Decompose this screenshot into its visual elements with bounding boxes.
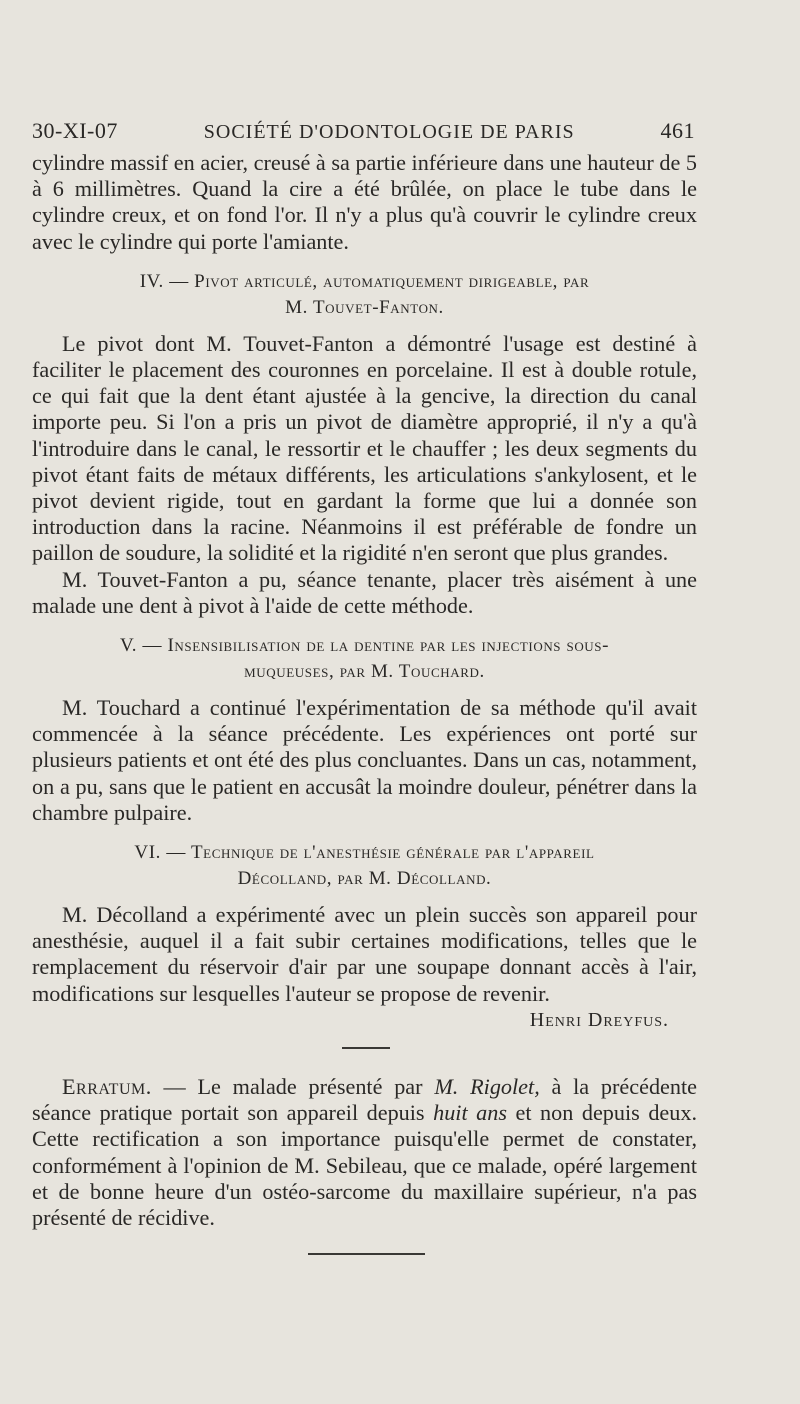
section-v-heading-line2: muqueuses, par M. Touchard. [244, 661, 485, 683]
page-header [32, 118, 695, 144]
section-divider [342, 1047, 390, 1049]
erratum-text-1: — Le malade présenté par [151, 1074, 435, 1099]
section-v-paragraph: M. Touchard a continué l'expérimentation de sa méthode qu'il avait commencée à la séance précédente. Les expériences ont porté sur plusieurs patients et ont été des plus concluantes. Dans un cas, notamment, on a pu, sans que le patient en accusât la moindre douleur, pénétrer dans la chambre pulpaire. [32, 695, 697, 825]
section-vi-heading-line1: VI. — Technique de l'anesthésie générale par l'appareil [134, 842, 595, 864]
erratum-label: Erratum. [62, 1074, 152, 1099]
end-rule [308, 1253, 425, 1255]
section-vi-paragraph: M. Décolland a expérimenté avec un plein succès son appareil pour anesthésie, auquel il a fait subir certaines modifications, telles que le remplacement du réservoir d'air par une soupape donnant accès à l'air, modifications sur lesquelles l'auteur se propose de revenir. [32, 902, 697, 1006]
running-title: SOCIÉTÉ D'ODONTOLOGIE DE PARIS [203, 121, 575, 143]
erratum-paragraph [32, 1074, 697, 1231]
erratum-text-3: et non depuis deux. Cette rectification a son importance puisqu'elle permet de constater, conformément à l'opinion de M. Sebileau, que ce malade, opéré largement et de bonne heure d'un ostéo-sarcome du maxillaire supérieur, n'a pas présenté de récidive. [32, 1100, 697, 1231]
erratum-text-2: à la précédente séance pratique portait son appareil depuis [32, 1074, 697, 1126]
section-v-heading-line1: V. — Insensibilisation de la dentine par les injections sous- [119, 635, 610, 657]
section-iv-paragraph-2: M. Touvet-Fanton a pu, séance tenante, placer très aisément à une malade une dent à pivot à l'aide de cette méthode. [32, 566, 697, 618]
body-text [32, 150, 697, 1033]
erratum-name: M. Rigolet, [434, 1074, 540, 1099]
section-iv-heading-line1: IV. — Pivot articulé, automatiquement dirigeable, par [139, 270, 590, 292]
header-date: 30-XI-07 [32, 118, 118, 143]
erratum-duration: huit ans [433, 1100, 507, 1126]
section-vi-heading-line2: Décolland, par M. Décolland. [237, 868, 492, 890]
author-signature: Henri Dreyfus. [529, 1008, 669, 1031]
page-number: 461 [660, 118, 695, 143]
erratum-block [32, 1074, 697, 1231]
section-iv-paragraph-1: Le pivot dont M. Touvet-Fanton a démontré l'usage est destiné à faciliter le placement des couronnes en porcelaine. Il est à double rotule, ce qui fait que la dent étant ajustée à la gencive, la direction du canal importe peu. Si l'on a pris un pivot de diamètre approprié, il n'y a qu'à l'introduire dans le canal, le ressortir et le chauffer ; les deux segments du pivot étant faits de métaux différents, les articulations s'ankylosent, et le pivot devient rigide, tout en gardant la forme que lui a donnée son introduction dans la racine. Néanmoins il est préférable de fondre un paillon de soudure, la solidité et la rigidité n'en seront que plus grandes. [32, 330, 697, 566]
section-iv-heading-line2: M. Touvet-Fanton. [285, 296, 444, 318]
intro-paragraph: cylindre massif en acier, creusé à sa partie inférieure dans une hauteur de 5 à 6 millimètres. Quand la cire a été brûlée, on place le tube dans le cylindre creux, et on fond l'or. Il n'y a plus qu'à couvrir le cylindre creux avec le cylindre qui porte l'amiante. [32, 150, 697, 254]
